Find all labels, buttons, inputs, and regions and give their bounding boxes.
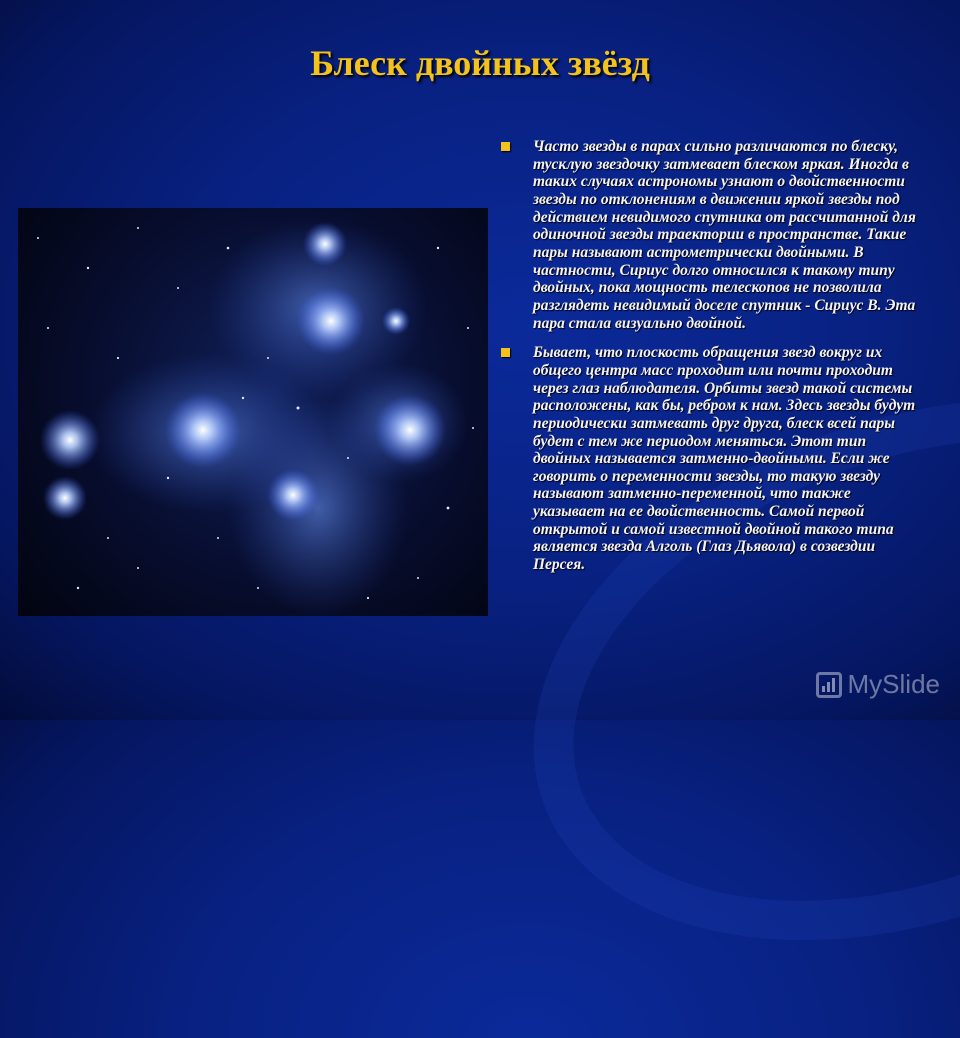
bullet-text: Часто звезды в парах сильно различаются по блеску, тусклую звездочку затмевает блеском яркая. Иногда в таких случаях астрономы узнают о двойственности звезды по отклонениям в движении яркой звезды под действием невидимого спутника от рассчитанной для одиночной звезды траектории в пространстве. Такие пары называют астрометрически двойными. В частности, Сириус долго относился к такому типу двойных, пока мощность телескопов не позволила разглядеть невидимый доселе спутник - Сириус В. Эта пара стала визуально двойной. — [533, 138, 916, 332]
bright-star — [303, 222, 347, 266]
bright-star — [297, 287, 365, 355]
star-cluster-photo — [18, 208, 488, 616]
bright-star — [374, 394, 446, 466]
slide-title: Блеск двойных звёзд — [310, 43, 650, 83]
bright-star — [382, 307, 410, 335]
bullet-text: Бывает, что плоскость обращения звезд вокруг их общего центра масс проходит или почти проходит через глаз наблюдателя. Орбиты звезд такой системы расположены, как бы, ребром к нам. Здесь звезды будут периодически затмевать друг друга, блеск всей пары будет с тем же периодом меняться. Этот тип двойных называется затменно-двойными. Если же говорить о переменности звезды, то такую звезду называют затменно-переменной, что также указывает на ее двойственность. Самой первой открытой и самой известной двойной такого типа является звезда Алголь (Глаз Дьявола) в созвездии Персея. — [533, 344, 916, 574]
bright-star — [165, 392, 241, 468]
bright-star — [267, 469, 319, 521]
watermark — [816, 669, 940, 700]
bright-star — [40, 410, 100, 470]
bullet-list — [497, 138, 917, 586]
bar-chart-icon — [816, 672, 842, 698]
square-bullet-icon — [501, 348, 510, 357]
bright-star — [43, 476, 87, 520]
watermark-text: MySlide — [847, 669, 940, 699]
bullet-item — [497, 344, 917, 574]
square-bullet-icon — [501, 142, 510, 151]
bullet-item — [497, 138, 917, 332]
